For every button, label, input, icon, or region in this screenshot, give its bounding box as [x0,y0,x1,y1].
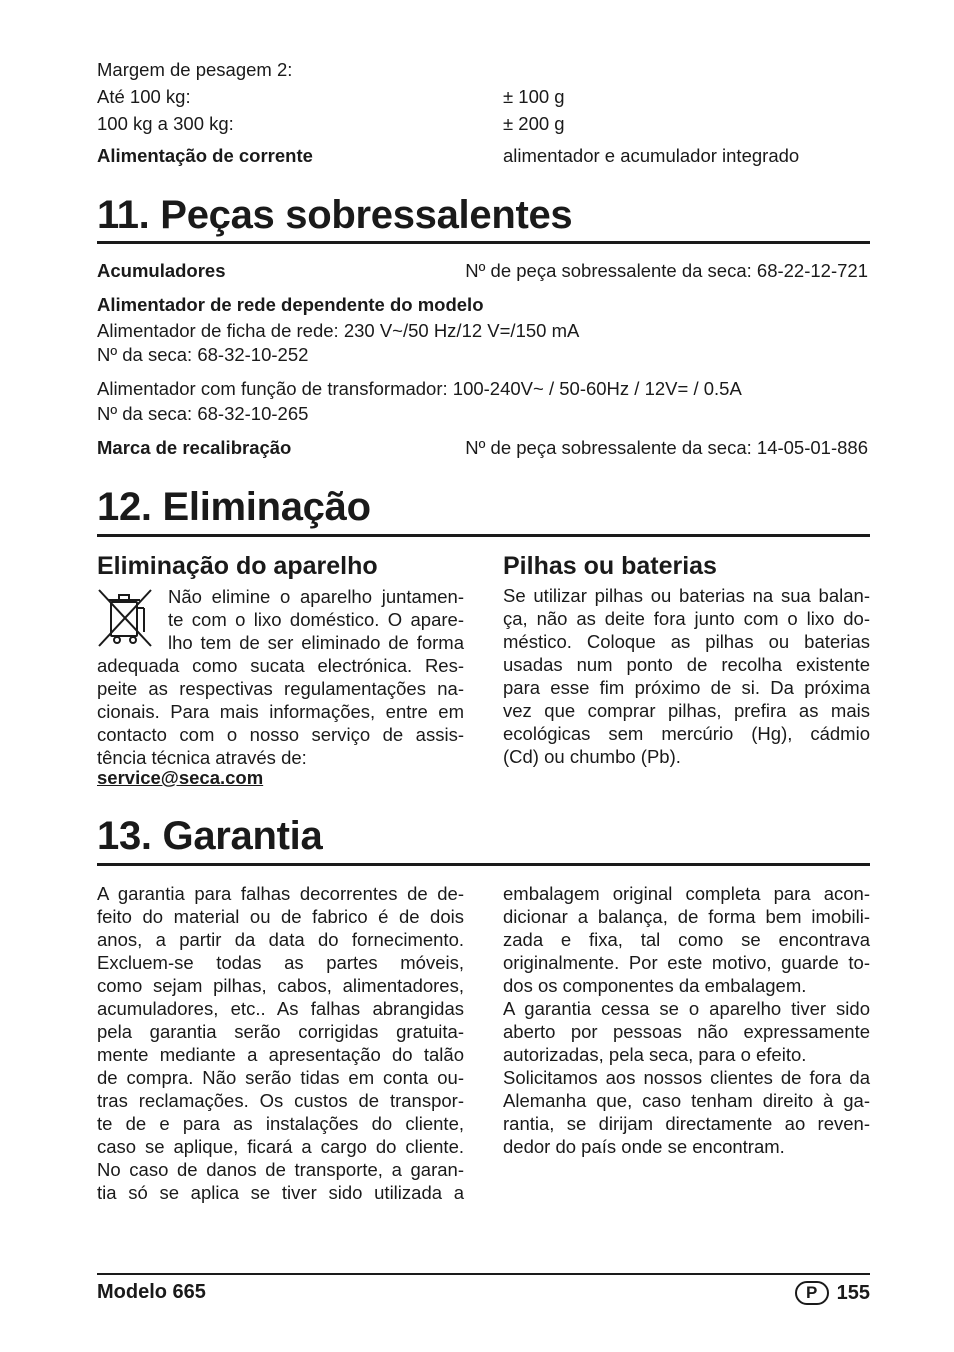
text-line: zada e fixa, tal como se encontrava [503,929,870,950]
text-line: como sejam pilhas, cabos, alimentadores, [97,975,464,996]
adapter2-text: Alimentador com função de transformador: 100-240V~ / 50-60Hz / 12V= / 0.5A [97,378,742,399]
text-line: vez que comprar pilhas, prefira as mais [503,700,870,721]
text-line: peite as respectivas regulamentações na- [97,678,464,699]
text-line: cionais. Para mais informações, entre em [97,701,464,722]
text-line: aberto por pessoas não expressamente [503,1021,870,1042]
text-line: usadas num ponto de recolha existente [503,654,870,675]
text-line: dicionar a balança, de forma bem imobili- [503,906,870,927]
text-line: contacto com o nosso serviço de assis- [97,724,464,745]
adapter-heading: Alimentador de rede dependente do modelo [97,294,484,315]
parts-value: Nº de peça sobressalente da seca: 68-22-12-721 [465,260,868,281]
page-number: 155 [836,1281,870,1304]
text-line: te com o lixo doméstico. O apare- [168,609,464,630]
text-line: No caso de danos de transporte, a garan- [97,1159,464,1180]
text-line: lho tem de ser eliminado de forma [168,632,464,653]
text-line: adequada como sucata electrónica. Res- [97,655,464,676]
text-line: embalagem original completa para acon- [503,883,870,904]
text-line: méstico. Coloque as pilhas ou baterias [503,631,870,652]
footer-model: Modelo 665 [97,1281,206,1303]
text-line: dedor do país onde se encontram. [503,1136,785,1157]
service-email-link[interactable]: service@seca.com [97,767,264,788]
text-line: ça, não as deite fora junto com o lixo do- [503,608,870,629]
section-13-rule [97,863,870,866]
text-line: originalmente. Por este motivo, guarde to- [503,952,870,973]
text-line: pela garantia serão corrigidas gratuita- [97,1021,464,1042]
text-line: Não elimine o aparelho juntamen- [168,586,464,607]
spec-value: ± 100 g [503,86,565,107]
manual-page [97,0,870,1352]
text-line: anos, a partir da data do fornecimento. [97,929,464,950]
text-line: rantia, se dirijam directamente ao reven- [503,1113,870,1134]
batteries-heading: Pilhas ou baterias [503,552,717,580]
text-line: A garantia cessa se o aparelho tiver sido [503,998,870,1019]
text-line: tia só se aplica se tiver sido utilizada a [97,1182,464,1203]
text-line: dos os componentes da embalagem. [503,975,807,996]
section-12-title: 12. Eliminação [97,485,371,529]
spec-label: Alimentação de corrente [97,145,313,166]
text-line: tência técnica através de: [97,747,307,768]
text-line: (Cd) ou chumbo (Pb). [503,746,681,767]
text-line: Excluem-se todas as partes móveis, [97,952,464,973]
text-line: de compra. Não serão tidas em conta ou- [97,1067,464,1088]
text-line: Solicitamos aos nossos clientes de fora da [503,1067,870,1088]
text-line: feito do material ou de fabrico é de dois [97,906,464,927]
parts-label: Acumuladores [97,260,226,281]
device-disposal-text [97,585,464,769]
parts-label: Marca de recalibração [97,437,292,458]
text-line: ecológicas sem mercúrio (Hg), cádmio [503,723,870,744]
text-line: autorizadas, pela seca, para o efeito. [503,1044,807,1065]
device-disposal-heading: Eliminação do aparelho [97,552,378,580]
spec-value: ± 200 g [503,113,565,134]
warranty-text-left [97,882,464,1204]
text-line: mente mediante a apresentação do talão [97,1044,464,1065]
text-line: acumuladores, etc.. As falhas abrangidas [97,998,464,1019]
adapter1-text: Alimentador de ficha de rede: 230 V~/50 Hz/12 V=/150 mA [97,320,580,341]
text-line: A garantia para falhas decorrentes de de- [97,883,464,904]
adapter2-number: Nº da seca: 68-32-10-265 [97,403,309,424]
section-11-title: 11. Peças sobressalentes [97,193,573,237]
text-line: para esse fim próximo de si. Da próxima [503,677,870,698]
spec-value: alimentador e acumulador integrado [503,145,800,166]
warranty-text-right [503,882,870,1158]
text-line: tras reclamações. Os custos de transpor- [97,1090,464,1111]
language-badge: P [795,1281,829,1305]
spec-label: Margem de pesagem 2: [97,59,293,80]
text-line: Alemanha que, caso tenham direito à ga- [503,1090,870,1111]
section-12-rule [97,534,870,537]
text-line: Se utilizar pilhas ou baterias na sua balan- [503,585,870,606]
parts-value: Nº de peça sobressalente da seca: 14-05-01-886 [465,437,868,458]
adapter1-number: Nº da seca: 68-32-10-252 [97,344,309,365]
spec-label: 100 kg a 300 kg: [97,113,234,134]
text-line: caso se aplique, ficará a cargo do cliente. [97,1136,464,1157]
section-13-title: 13. Garantia [97,814,323,858]
footer-rule [97,1273,870,1275]
footer-page-info [795,1281,870,1305]
batteries-text [503,584,870,768]
spec-label: Até 100 kg: [97,86,191,107]
section-11-rule [97,241,870,244]
text-line: te de e para as instalações do cliente, [97,1113,464,1134]
